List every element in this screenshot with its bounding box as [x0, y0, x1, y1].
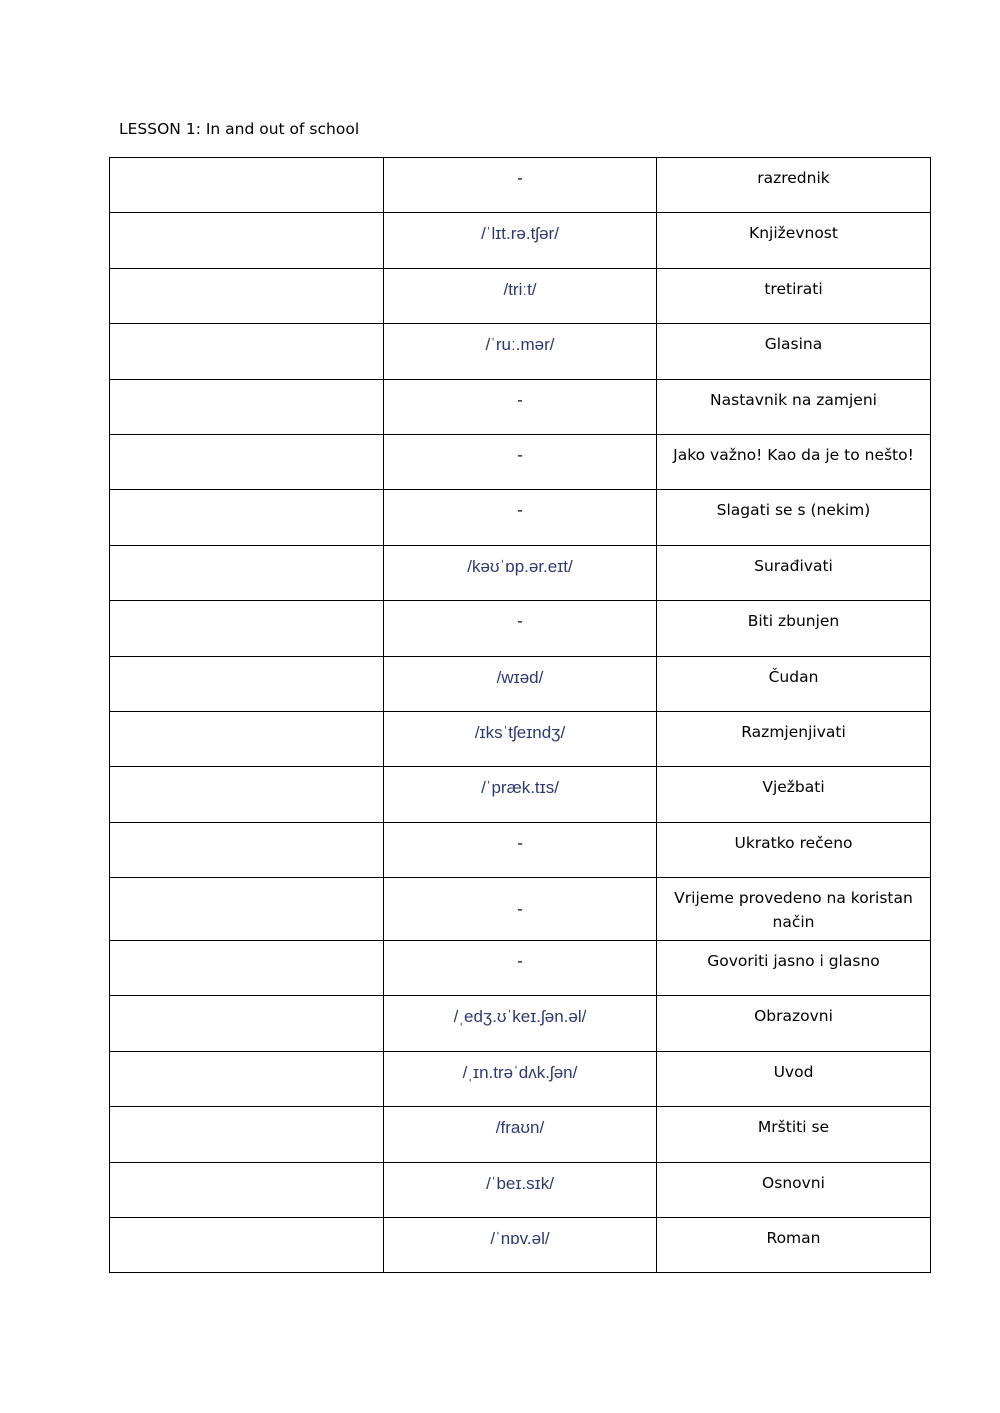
pronunciation-cell: /ɪksˈtʃeɪndʒ/: [384, 711, 657, 766]
word-input-cell[interactable]: [110, 379, 384, 434]
word-input-cell[interactable]: [110, 941, 384, 996]
word-input-cell[interactable]: [110, 711, 384, 766]
word-input-cell[interactable]: [110, 545, 384, 600]
word-input-cell[interactable]: [110, 822, 384, 877]
table-row: [110, 1162, 931, 1217]
word-input-cell[interactable]: [110, 1218, 384, 1273]
word-input-cell[interactable]: [110, 1051, 384, 1106]
pronunciation-cell: -: [384, 878, 657, 941]
pronunciation-cell: /ˈruː.mər/: [384, 324, 657, 379]
translation-cell: Surađivati: [657, 545, 931, 600]
pronunciation-cell: -: [384, 601, 657, 656]
word-input-cell[interactable]: [110, 490, 384, 545]
pronunciation-cell: /wɪəd/: [384, 656, 657, 711]
translation-cell: razrednik: [657, 158, 931, 213]
word-input-cell[interactable]: [110, 1107, 384, 1162]
pronunciation-cell: /ˈnɒv.əl/: [384, 1218, 657, 1273]
translation-cell: Jako važno! Kao da je to nešto!: [657, 434, 931, 489]
translation-cell: Ukratko rečeno: [657, 822, 931, 877]
translation-cell: Razmjenjivati: [657, 711, 931, 766]
word-input-cell[interactable]: [110, 158, 384, 213]
vocabulary-table-body: [110, 158, 931, 1273]
pronunciation-cell: -: [384, 822, 657, 877]
pronunciation-cell: -: [384, 434, 657, 489]
table-row: [110, 1051, 931, 1106]
pronunciation-cell: /ˈlɪt.rə.tʃər/: [384, 213, 657, 268]
pronunciation-cell: /triːt/: [384, 268, 657, 323]
word-input-cell[interactable]: [110, 434, 384, 489]
table-row: [110, 996, 931, 1051]
translation-cell: Vrijeme provedeno na koristan način: [657, 878, 931, 941]
table-row: [110, 878, 931, 941]
word-input-cell[interactable]: [110, 878, 384, 941]
table-row: [110, 379, 931, 434]
page-title: LESSON 1: In and out of school: [119, 120, 360, 138]
translation-cell: Književnost: [657, 213, 931, 268]
table-row: [110, 213, 931, 268]
table-row: [110, 545, 931, 600]
translation-cell: Glasina: [657, 324, 931, 379]
vocabulary-table: [109, 157, 931, 1273]
table-row: [110, 324, 931, 379]
translation-cell: Vježbati: [657, 767, 931, 822]
pronunciation-cell: /ˈpræk.tɪs/: [384, 767, 657, 822]
pronunciation-cell: -: [384, 158, 657, 213]
translation-cell: Obrazovni: [657, 996, 931, 1051]
word-input-cell[interactable]: [110, 213, 384, 268]
word-input-cell[interactable]: [110, 767, 384, 822]
translation-cell: Biti zbunjen: [657, 601, 931, 656]
pronunciation-cell: -: [384, 379, 657, 434]
word-input-cell[interactable]: [110, 656, 384, 711]
table-row: [110, 1218, 931, 1273]
table-row: [110, 490, 931, 545]
table-row: [110, 268, 931, 323]
word-input-cell[interactable]: [110, 324, 384, 379]
table-row: [110, 656, 931, 711]
pronunciation-cell: /kəʊˈɒp.ər.eɪt/: [384, 545, 657, 600]
translation-cell: Nastavnik na zamjeni: [657, 379, 931, 434]
pronunciation-cell: /fraʊn/: [384, 1107, 657, 1162]
translation-cell: Govoriti jasno i glasno: [657, 941, 931, 996]
word-input-cell[interactable]: [110, 996, 384, 1051]
translation-cell: Uvod: [657, 1051, 931, 1106]
table-row: [110, 1107, 931, 1162]
word-input-cell[interactable]: [110, 1162, 384, 1217]
translation-cell: Osnovni: [657, 1162, 931, 1217]
translation-cell: Mrštiti se: [657, 1107, 931, 1162]
table-row: [110, 158, 931, 213]
table-row: [110, 601, 931, 656]
translation-cell: Slagati se s (nekim): [657, 490, 931, 545]
pronunciation-cell: /ˌedʒ.ʊˈkeɪ.ʃən.əl/: [384, 996, 657, 1051]
translation-cell: Roman: [657, 1218, 931, 1273]
table-row: [110, 941, 931, 996]
translation-cell: tretirati: [657, 268, 931, 323]
pronunciation-cell: -: [384, 941, 657, 996]
pronunciation-cell: -: [384, 490, 657, 545]
pronunciation-cell: /ˈbeɪ.sɪk/: [384, 1162, 657, 1217]
table-row: [110, 767, 931, 822]
word-input-cell[interactable]: [110, 601, 384, 656]
word-input-cell[interactable]: [110, 268, 384, 323]
table-row: [110, 434, 931, 489]
pronunciation-cell: /ˌɪn.trəˈdʌk.ʃən/: [384, 1051, 657, 1106]
table-row: [110, 822, 931, 877]
translation-cell: Čudan: [657, 656, 931, 711]
table-row: [110, 711, 931, 766]
